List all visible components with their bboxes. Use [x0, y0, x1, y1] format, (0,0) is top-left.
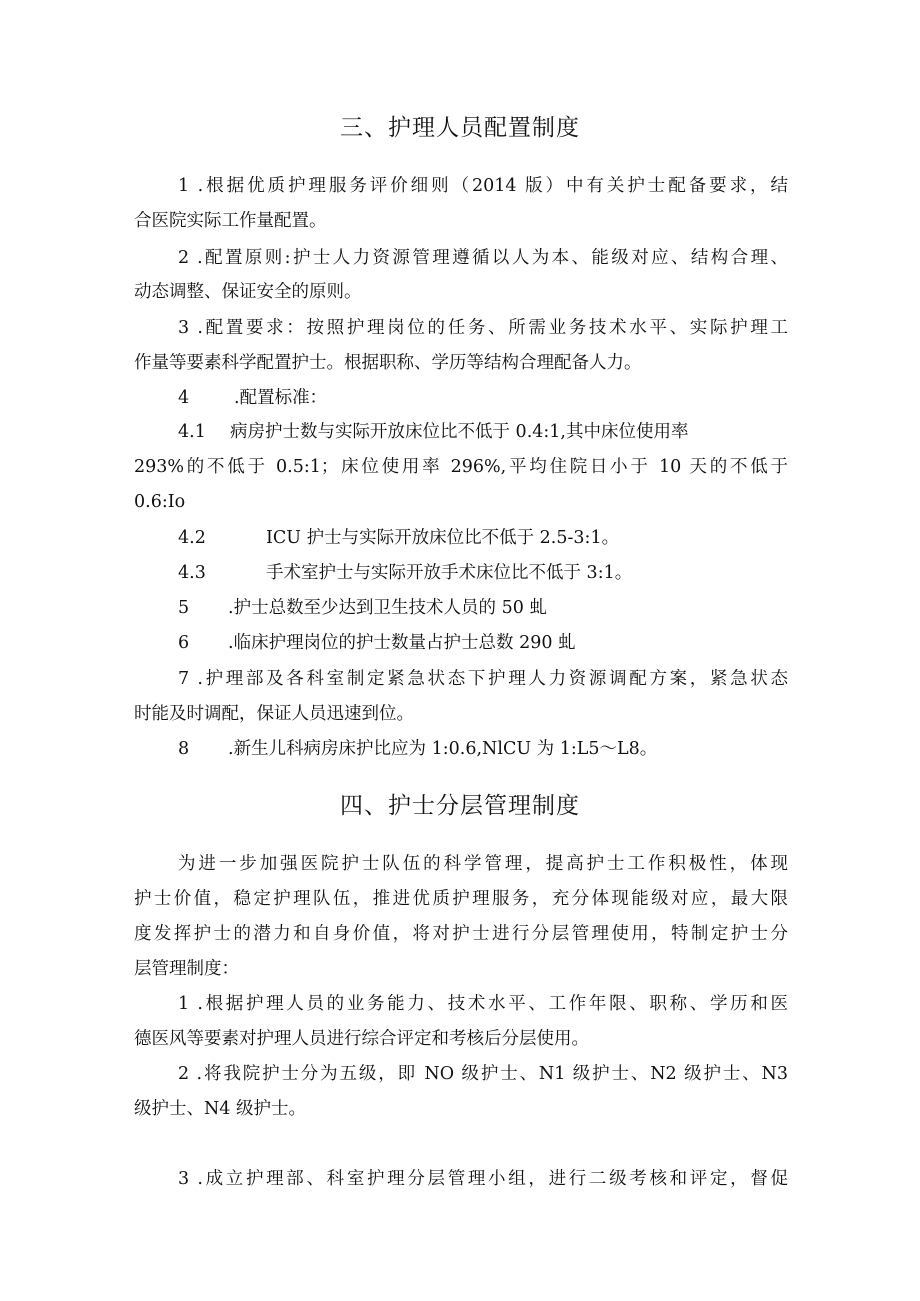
- s4-item2-line1: 2 .将我院护士分为五级，即 NO 级护士、N1 级护士、N2 级护士、N3: [178, 1064, 788, 1084]
- s4-item1-line1: 1 .根据护理人员的业务能力、技术水平、工作年限、职称、学历和医: [178, 994, 788, 1014]
- s3-item8-text: .新生儿科病房床护比应为 1:0.6,NlCU 为 1:L5～L8。: [228, 739, 658, 759]
- s3-item1-line1: 1 .根据优质护理服务评价细则（2014 版）中有关护士配备要求，结: [178, 176, 788, 196]
- s3-item8-number: 8: [178, 739, 190, 759]
- s4-intro-line1: 为进一步加强医院护士队伍的科学管理，提高护士工作积极性，体现: [178, 854, 788, 874]
- s3-item4: [178, 386, 378, 410]
- s3-item4-2: [178, 526, 738, 550]
- s3-item4-1-line3: 0.6:Io: [134, 492, 186, 512]
- s3-item6-text: .临床护理岗位的护士数量占护士总数 290 虬: [228, 633, 576, 653]
- s3-item4-3: [178, 561, 738, 585]
- s3-item5: [178, 596, 738, 620]
- s3-item7-line2: 时能及时调配，保证人员迅速到位。: [134, 704, 414, 724]
- s3-item4-1-line2: 293%的不低于 0.5:1；床位使用率 296%,平均住院日小于 10 天的不低于: [134, 457, 788, 477]
- s3-item8: [178, 737, 778, 761]
- s3-item4-1-line1: [178, 420, 798, 444]
- s3-item4-3-number: 4.3: [178, 563, 206, 583]
- s3-item2-line1: 2 .配置原则:护士人力资源管理遵循以人为本、能级对应、结构合理、: [178, 248, 788, 268]
- s3-item2-line2: 动态调整、保证安全的原则。: [134, 282, 362, 302]
- s3-item7-line1: 7 .护理部及各科室制定紧急状态下护理人力资源调配方案，紧急状态: [178, 669, 788, 689]
- s3-item4-2-text: ICU 护士与实际开放床位比不低于 2.5-3:1。: [266, 528, 620, 548]
- s4-item1-line2: 德医风等要素对护理人员进行综合评定和考核后分层使用。: [134, 1029, 589, 1049]
- s3-item6-number: 6: [178, 633, 190, 653]
- s3-item1-line2: 合医院实际工作量配置。: [134, 211, 327, 231]
- s4-intro-line3: 度发挥护士的潜力和自身价值，将对护士进行分层管理使用，特制定护士分: [134, 924, 788, 944]
- s3-item3-line2: 作量等要素科学配置护士。根据职称、学历等结构合理配备人力。: [134, 353, 642, 373]
- s3-item4-text: .配置标准：: [234, 388, 328, 408]
- s3-item4-number: 4: [178, 388, 190, 408]
- s3-item4-1-number: 4.1: [178, 422, 206, 442]
- s3-item5-number: 5: [178, 598, 190, 618]
- s4-item3-line1: 3 .成立护理部、科室护理分层管理小组，进行二级考核和评定，督促: [178, 1169, 788, 1189]
- s3-item3-line1: 3 .配置要求：按照护理岗位的任务、所需业务技术水平、实际护理工: [178, 318, 788, 338]
- s4-intro-line4: 层管理制度：: [134, 959, 239, 979]
- section-3-title: 三、护理人员配置制度: [340, 115, 580, 141]
- s3-item4-1-text: 病房护士数与实际开放床位比不低于 0.4:1,其中床位使用率: [230, 422, 689, 442]
- s4-item2-line2: 级护士、N4 级护士。: [134, 1099, 307, 1119]
- s3-item4-3-text: 手术室护士与实际开放手术床位比不低于 3:1。: [266, 563, 633, 583]
- s3-item5-text: .护士总数至少达到卫生技术人员的 50 虬: [228, 598, 547, 618]
- s3-item6: [178, 631, 738, 655]
- section-4-title: 四、护士分层管理制度: [340, 793, 580, 819]
- s3-item4-2-number: 4.2: [178, 528, 206, 548]
- s4-intro-line2: 护士价值，稳定护理队伍，推进优质护理服务，充分体现能级对应，最大限: [134, 889, 788, 909]
